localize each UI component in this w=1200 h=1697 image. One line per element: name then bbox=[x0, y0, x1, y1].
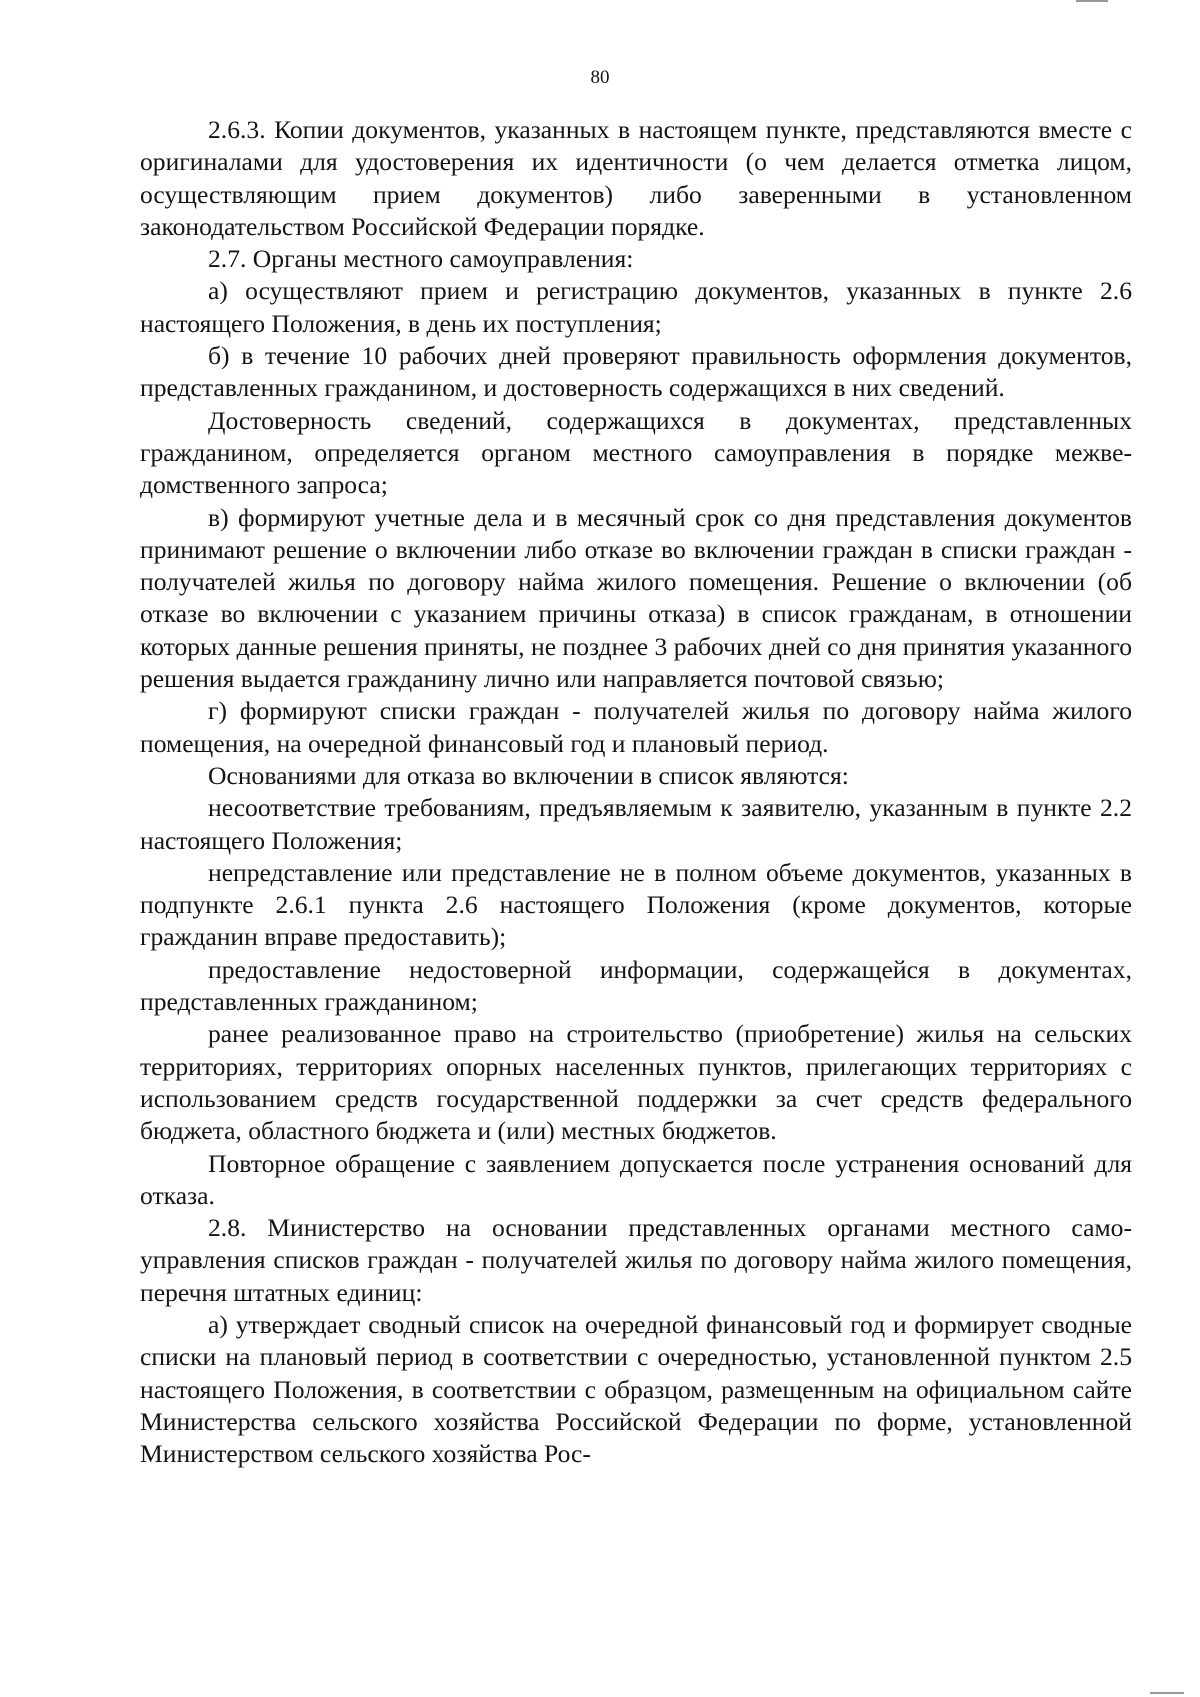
paragraph-2-7: 2.7. Органы местного самоуправления: bbox=[208, 244, 634, 274]
paragraph-2-7-a: а) осуществляют прием и регистрацию документов, указанных в пункте 2.6 настоящего Положения, в день их поступления; bbox=[140, 276, 1132, 338]
paragraph-repeat-application: Повторное обращение с заявлением допускается после устранения оснований для отказа. bbox=[140, 1148, 1132, 1210]
paragraph-2-8: 2.8. Министерство на основании представленных органами местного самоуправления списков граждан - получателей жилья по договору найма жилого помещения, перечня штатных единиц: bbox=[140, 1213, 1132, 1307]
paragraph-2-7-v: в) формируют учетные дела и в месячный срок со дня представления документов принимают решение о включении либо отказе во включении граждан в списки граждан - получателей жилья по договору найма жилого помещения. Решение о включении (об отказе во включении с указанием причины отказа) в список гражданам, в отношении которых данные решения приняты, не позднее 3 рабочих дней со дня принятия указанного решения выдается гражданину лично или направляется почтовой связью; bbox=[140, 502, 1132, 694]
paragraph-refusal-grounds: Основаниями для отказа во включении в список являются: bbox=[208, 760, 849, 790]
paragraph-2-6-3: 2.6.3. Копии документов, указанных в настоящем пункте, представляются вместе с оригиналами для удостоверения их идентичности (о чем делается отметка лицом, осуществляющим прием документов) либо заверенными в установленном законодательством Российской Федерации порядке. bbox=[140, 115, 1132, 241]
paragraph-ground-previous-right: ранее реализованное право на строительство (приобретение) жилья на сельских территориях, территориях опорных населенных пунктов, прилегающих территориях с использованием средств государственной поддержки за счет средств федерального бюджета, областного бюджета и (или) местных бюджетов. bbox=[140, 1019, 1132, 1146]
page-number: 80 bbox=[590, 67, 610, 88]
scan-mark-top bbox=[1076, 0, 1108, 2]
paragraph-ground-missing-documents: непредставление или представление не в полном объеме документов, указанных в подпункте 2.6.1 пункта 2.6 настоящего Положения (кроме документов, которые гражданин вправе предоставить); bbox=[140, 857, 1132, 952]
paragraph-2-8-a: а) утверждает сводный список на очередной финансовый год и формирует сводные списки на плановый период в соответствии с очередностью, установленной пунктом 2.5 настоящего Положения, в соответствии с образцом, размещенным на официальном сайте Министерства сельского хозяйства Российской Федерации по форме, установленной Министерством сельского хозяйства Рос- bbox=[140, 1309, 1132, 1469]
paragraph-ground-false-information: предоставление недостоверной информации, содержащейся в документах, представленных гражданином; bbox=[140, 954, 1132, 1017]
paragraph-2-7-b: б) в течение 10 рабочих дней проверяют правильность оформления документов, представленных гражданином, и достоверность содержащихся в них сведений. bbox=[140, 341, 1132, 403]
paragraph-ground-nonconformity: несоответствие требованиям, предъявляемым к заявителю, указанным в пункте 2.2 настоящего Положения; bbox=[140, 793, 1132, 855]
scan-mark-bottom bbox=[1150, 1692, 1184, 1694]
paragraph-2-7-g: г) формируют списки граждан - получателей жилья по договору найма жилого помещения, на очередной финансовый год и плановый период. bbox=[140, 696, 1132, 758]
paragraph-reliability: Достоверность сведений, содержащихся в документах, представленных гражданином, определяется органом местного самоуправления в порядке межведомственного запроса; bbox=[140, 405, 1132, 500]
document-body bbox=[140, 114, 1132, 1470]
